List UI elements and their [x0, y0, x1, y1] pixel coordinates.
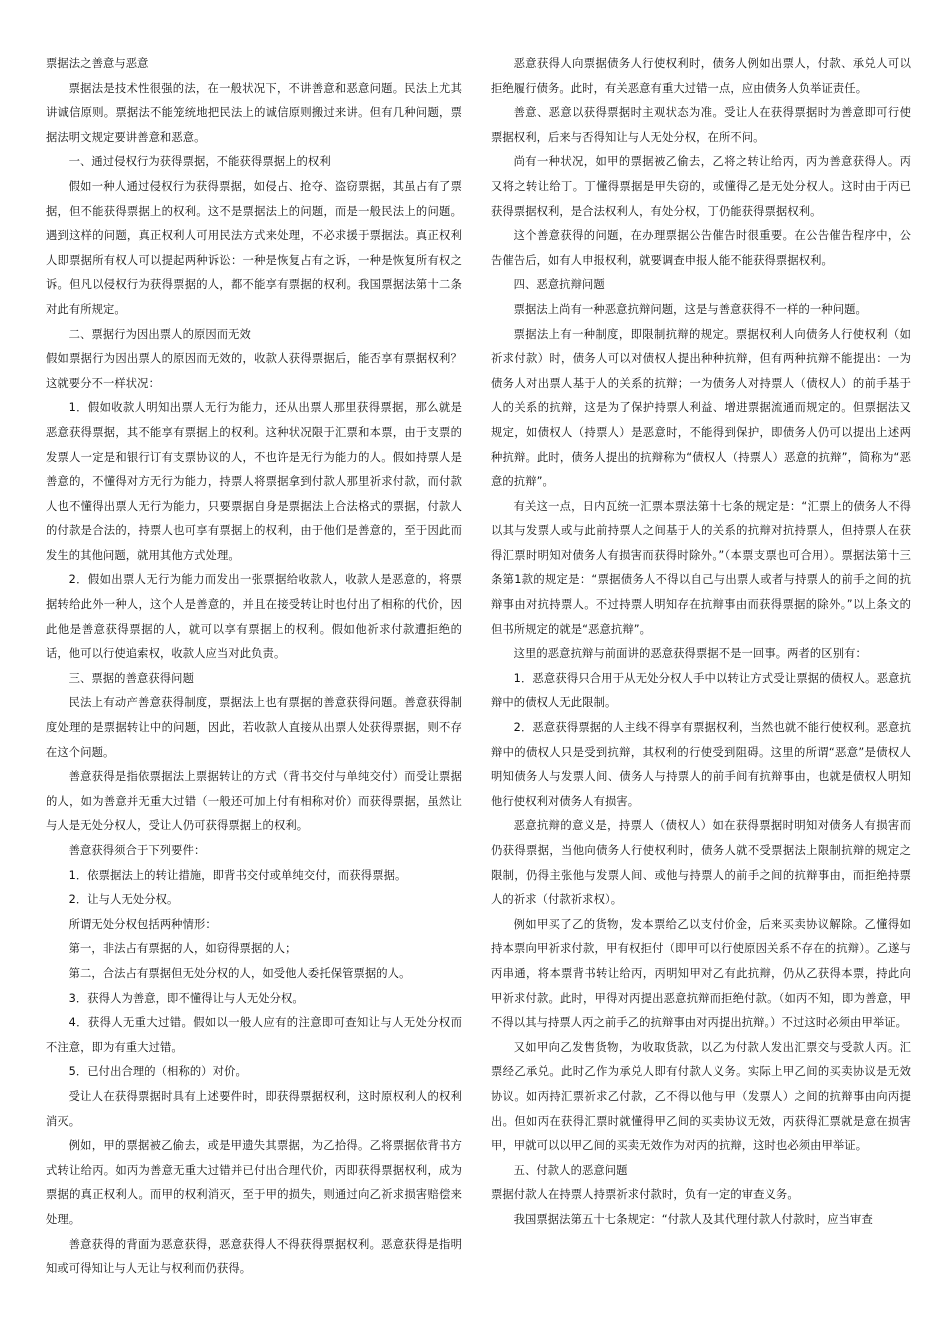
paragraph: 善意获得须合于下列要件：	[68, 844, 206, 857]
paragraph: 4．获得人无重大过错。假如以一般人应有的注意即可查知让与人无处分权而不注意，即为有重大过错。	[46, 1016, 462, 1054]
paragraph: 2．让与人无处分权。	[68, 893, 179, 907]
paragraph: 1．依票据法上的转让措施，即背书交付或单纯交付，而获得票据。	[68, 868, 407, 882]
paragraph: 例如甲买了乙的货物，发本票给乙以支付价金，后来买卖协议解除。乙懂得如持本票向甲祈求付款，甲有权拒付（即甲可以行使原因关系不存在的抗辩）。乙遂与丙串通，将本票背书转让给丙，丙明知甲对乙有此抗辩，仍从乙获得本票，持此向甲祈求付款。此时，甲得对丙提出恶意抗辩而拒绝付款。（如丙不知，即为善意，甲不得以其与持票人丙之前手乙的抗辩事由对丙提出抗辩。）不过这时必须由甲举证。	[491, 917, 911, 1030]
paragraph: 2．假如出票人无行为能力而发出一张票据给收款人，收款人是恶意的，将票据转给此外一种人，这个人是善意的，并且在接受转让时也付出了相称的代价，因此他是善意获得票据的人，就可以享有票据上的权利。假如他祈求付款遭拒绝的话，他可以行使追索权，收款人应当对此负责。	[46, 573, 462, 661]
paragraph: 1．恶意获得只合用于从无处分权人手中以转让方式受让票据的债权人。恶意抗辩中的债权人无此限制。	[491, 671, 911, 710]
paragraph: 第二，合法占有票据但无处分权的人，如受他人委托保管票据的人。	[68, 966, 411, 980]
right-text-column	[491, 52, 911, 1233]
paragraph: 所谓无处分权包括两种情形：	[68, 917, 217, 931]
paragraph: 我国票据法第五十七条规定：“付款人及其代理付款人付款时，应当审查	[513, 1212, 873, 1226]
paragraph: 第一，非法占有票据的人，如窃得票据的人；	[68, 942, 297, 956]
paragraph: 例如，甲的票据被乙偷去，或是甲遗失其票据，为乙拾得。乙将票据依背书方式转让给丙。如丙为善意无重大过错并已付出合理代价，丙即获得票据权利，成为票据的真正权利人。而甲的权利消灭，至于甲的损失，则通过向乙祈求损害赔偿来处理。	[46, 1139, 462, 1226]
paragraph: 一、通过侵权行为获得票据，不能获得票据上的权利	[68, 155, 331, 169]
paragraph: 二、票据行为因出票人的原因而无效	[68, 327, 251, 341]
paragraph: 票据法上尚有一种恶意抗辩问题，这是与善意获得不一样的一种问题。	[513, 302, 867, 316]
paragraph: 三、票据的善意获得问题	[68, 671, 194, 685]
paragraph: 票据付款人在持票人持票祈求付款时，负有一定的审查义务。	[491, 1188, 799, 1202]
left-text-column	[46, 52, 462, 1282]
paragraph: 又如甲向乙发售货物，为收取货款，以乙为付款人发出汇票交与受款人丙。汇票经乙承兑。此时乙作为承兑人即有付款人义务。实际上甲乙间的买卖协议是无效协议。如丙持汇票祈求乙付款，乙不得以他与甲（发票人）之间的抗辩事由向丙提出。但如丙在获得汇票时就懂得甲乙间的买卖协议无效，丙获得汇票就是意在损害甲，甲就可以以甲乙间的买卖无效作为对丙的抗辩，这时也必须由甲举证。	[491, 1040, 911, 1153]
paragraph: 1．假如收款人明知出票人无行为能力，还从出票人那里获得票据，那么就是恶意获得票据，其不能享有票据上的权利。这种状况限于汇票和本票，由于支票的发票人一定是和银行订有支票协议的人，不也许是无行为能力的人。假如持票人是善意的，不懂得对方无行为能力，持票人将票据拿到付款人那里祈求付款，而付款人也不懂得出票人无行为能力，只要票据自身是票据法上合法格式的票据，付款人的付款是合法的，持票人也可享有票据上的权利，由于他们是善意的，至于因此而发生的其他问题，就用其他方式处理。	[46, 401, 462, 562]
paragraph: 五、付款人的恶意问题	[513, 1163, 628, 1177]
paragraph: 这个善意获得的问题，在办理票据公告催告时很重要。在公告催告程序中，公告催告后，如有人申报权利，就要调查申报人能不能获得票据权利。	[491, 229, 911, 267]
paragraph: 票据法之善意与恶意	[46, 57, 149, 70]
paragraph: 假如票据行为因出票人的原因而无效的，收款人获得票据后，能否享有票据权利？这就要分不一样状况：	[46, 352, 462, 390]
paragraph: 5．已付出合理的（相称的）对价。	[68, 1065, 247, 1079]
paragraph: 善意获得是指依票据法上票据转让的方式（背书交付与单纯交付）而受让票据的人，如为善意并无重大过错（一般还可加上付有相称对价）而获得票据，虽然让与人是无处分权人，受让人仍可获得票据上的权利。	[46, 770, 462, 833]
paragraph: 四、恶意抗辩问题	[513, 278, 605, 292]
paragraph: 这里的恶意抗辩与前面讲的恶意获得票据不是一回事。两者的区别有：	[513, 647, 867, 661]
paragraph: 票据法是技术性很强的法，在一般状况下，不讲善意和恶意问题。民法上尤其讲诚信原则。票据法不能笼统地把民法上的诚信原则搬过来讲。但有几种问题，票据法明文规定要讲善意和恶意。	[46, 81, 462, 144]
paragraph: 3．获得人为善意，即不懂得让与人无处分权。	[68, 991, 304, 1005]
paragraph: 2．恶意获得票据的人主线不得享有票据权利，当然也就不能行使权利。恶意抗辩中的债权人只是受到抗辩，其权利的行使受到阻碍。这里的所谓“恶意”是债权人明知债务人与发票人间、债务人与持票人的前手间有抗辩事由，也就是债权人明知他行使权利对债务人有损害。	[491, 721, 911, 808]
paragraph: 善意获得的背面为恶意获得，恶意获得人不得获得票据权利。恶意获得是指明知或可得知让与人无让与权利而仍获得。	[46, 1237, 462, 1276]
paragraph: 民法上有动产善意获得制度，票据法上也有票据的善意获得问题。善意获得制度处理的是票据转让中的问题，因此，若收款人直接从出票人处获得票据，则不存在这个问题。	[46, 696, 462, 759]
paragraph: 假如一种人通过侵权行为获得票据，如侵占、抢夺、盗窃票据，其虽占有了票据，但不能获得票据上的权利。这不是票据法上的问题，而是一般民法上的问题。遇到这样的问题，真正权利人可用民法方式来处理，不必求援于票据法。真正权利人即票据所有权人可以提起两种诉讼：一种是恢复占有之诉，一种是恢复所有权之诉。但凡以侵权行为获得票据的人，都不能享有票据的权利。我国票据法第十二条对此有所规定。	[46, 179, 462, 316]
paragraph: 有关这一点，日内瓦统一汇票本票法第十七条的规定是：“汇票上的债务人不得以其与发票人或与此前持票人之间基于人的关系的抗辩对抗持票人，但持票人在获得汇票时明知对债务人有损害而获得时除外。”（本票支票也可合用）。票据法第十三条第1款的规定是：“票据债务人不得以自己与出票人或者与持票人的前手之间的抗辩事由对抗持票人。不过持票人明知存在抗辩事由而获得票据的除外。”以上条文的但书所规定的就是“恶意抗辩”。	[491, 499, 911, 636]
paragraph: 善意、恶意以获得票据时主观状态为准。受让人在获得票据时为善意即可行使票据权利，后来与否得知让与人无处分权，在所不问。	[491, 106, 911, 144]
paragraph: 恶意获得人向票据债务人行使权利时，债务人例如出票人，付款、承兑人可以拒绝履行债务。此时，有关恶意有重大过错一点，应由债务人负举证责任。	[491, 57, 911, 95]
paragraph: 尚有一种状况，如甲的票据被乙偷去，乙将之转让给丙，丙为善意获得人。丙又将之转让给丁。丁懂得票据是甲失窃的，或懂得乙是无处分权人。这时由于丙已获得票据权利，是合法权利人，有处分权，丁仍能获得票据权利。	[491, 155, 911, 218]
paragraph: 票据法上有一种制度，即限制抗辩的规定。票据权利人向债务人行使权利（如祈求付款）时，债务人可以对债权人提出种种抗辩，但有两种抗辩不能提出：一为债务人对出票人基于人的关系的抗辩；一为债务人对持票人（债权人）的前手基于人的关系的抗辩，这是为了保护持票人利益、增进票据流通而规定的。但票据法又规定，如债权人（持票人）是恶意时，不能得到保护，即债务人仍可以提出上述两种抗辩。此时，债务人提出的抗辩称为“债权人（持票人）恶意的抗辩”，简称为“恶意的抗辩”。	[491, 327, 911, 489]
paragraph: 受让人在获得票据时具有上述要件时，即获得票据权利，这时原权利人的权利消灭。	[46, 1089, 462, 1128]
paragraph: 恶意抗辩的意义是，持票人（债权人）如在获得票据时明知对债务人有损害而仍获得票据，当他向债务人行使权利时，债务人就不受票据法上限制抗辩的规定之限制，仍得主张他与发票人间、或他与持票人的前手之间的抗辩事由，而拒绝持票人的祈求（付款祈求权）。	[491, 819, 911, 907]
